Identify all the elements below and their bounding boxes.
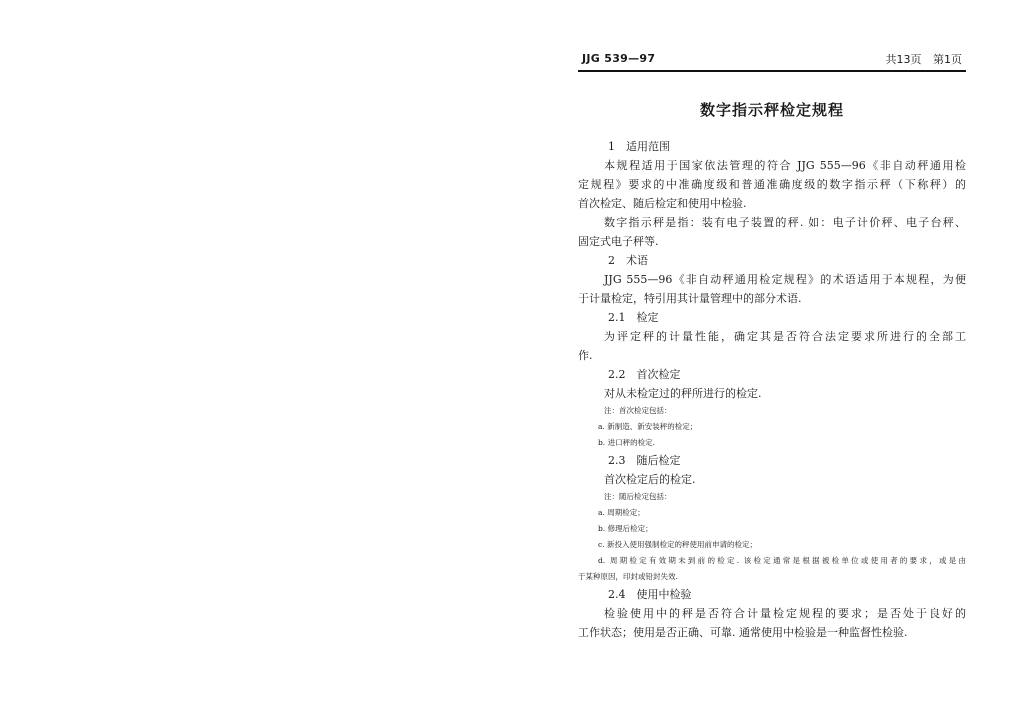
paragraph-line: 对从未检定过的秤所进行的检定. — [604, 387, 762, 400]
paragraph-line: 检验使用中的秤是否符合计量检定规程的要求；是否处于良好的 — [604, 607, 966, 620]
page-number: 第1页 — [933, 53, 962, 66]
note-label: 注：首次检定包括： — [604, 406, 672, 415]
page-info — [878, 51, 963, 67]
note-item: d. 周期检定有效期未到前的检定. 该检定通常是根据被检单位或使用者的要求，或是由 — [598, 556, 966, 565]
section-1-heading: 1 适用范围 — [608, 140, 670, 153]
paragraph-line: 首次检定后的检定. — [604, 473, 696, 486]
paragraph-line: 作. — [578, 349, 593, 362]
section-2-3-heading: 2.3 随后检定 — [608, 454, 681, 467]
document-page — [578, 44, 966, 684]
note-item: b. 进口秤的检定. — [598, 438, 655, 447]
note-item: b. 修理后检定； — [598, 524, 653, 533]
section-2-1-heading: 2.1 检定 — [608, 311, 659, 324]
paragraph-line: 数字指示秤是指：装有电子装置的秤. 如：电子计价秤、电子台秤、 — [604, 216, 966, 229]
paragraph-line: 定规程》要求的中准确度级和普通准确度级的数字指示秤（下称秤）的 — [578, 178, 966, 191]
note-item: c. 新投入使用强制检定的秤使用前申请的检定； — [598, 540, 757, 549]
paragraph-line: 固定式电子秤等. — [578, 235, 659, 248]
paragraph-line: 本规程适用于国家依法管理的符合 JJG 555—96《非自动秤通用检 — [604, 159, 966, 172]
page-header — [578, 44, 966, 72]
paragraph-line: 首次检定、随后检定和使用中检验. — [578, 197, 747, 210]
paragraph-line: JJG 555—96《非自动秤通用检定规程》的术语适用于本规程，为便 — [604, 273, 966, 286]
total-pages: 共13页 — [885, 53, 922, 66]
paragraph-line: 为评定秤的计量性能，确定其是否符合法定要求所进行的全部工 — [604, 330, 966, 343]
note-label: 注：随后检定包括： — [604, 492, 672, 501]
document-body — [578, 137, 966, 642]
standard-number: JJG 539—97 — [582, 52, 656, 65]
paragraph-line: 于计量检定，特引用其计量管理中的部分术语. — [578, 292, 802, 305]
section-2-2-heading: 2.2 首次检定 — [608, 368, 681, 381]
paragraph-line: 工作状态；使用是否正确、可靠. 通常使用中检验是一种监督性检验. — [578, 626, 908, 639]
section-2-4-heading: 2.4 使用中检验 — [608, 588, 692, 601]
note-item: a. 周期检定； — [598, 508, 645, 517]
section-2-heading: 2 术语 — [608, 254, 648, 267]
document-title: 数字指示秤检定规程 — [699, 101, 844, 119]
note-item-continued: 于某种原因，印封或铅封失效. — [578, 572, 678, 581]
note-item: a. 新制造、新安装秤的检定； — [598, 422, 698, 431]
